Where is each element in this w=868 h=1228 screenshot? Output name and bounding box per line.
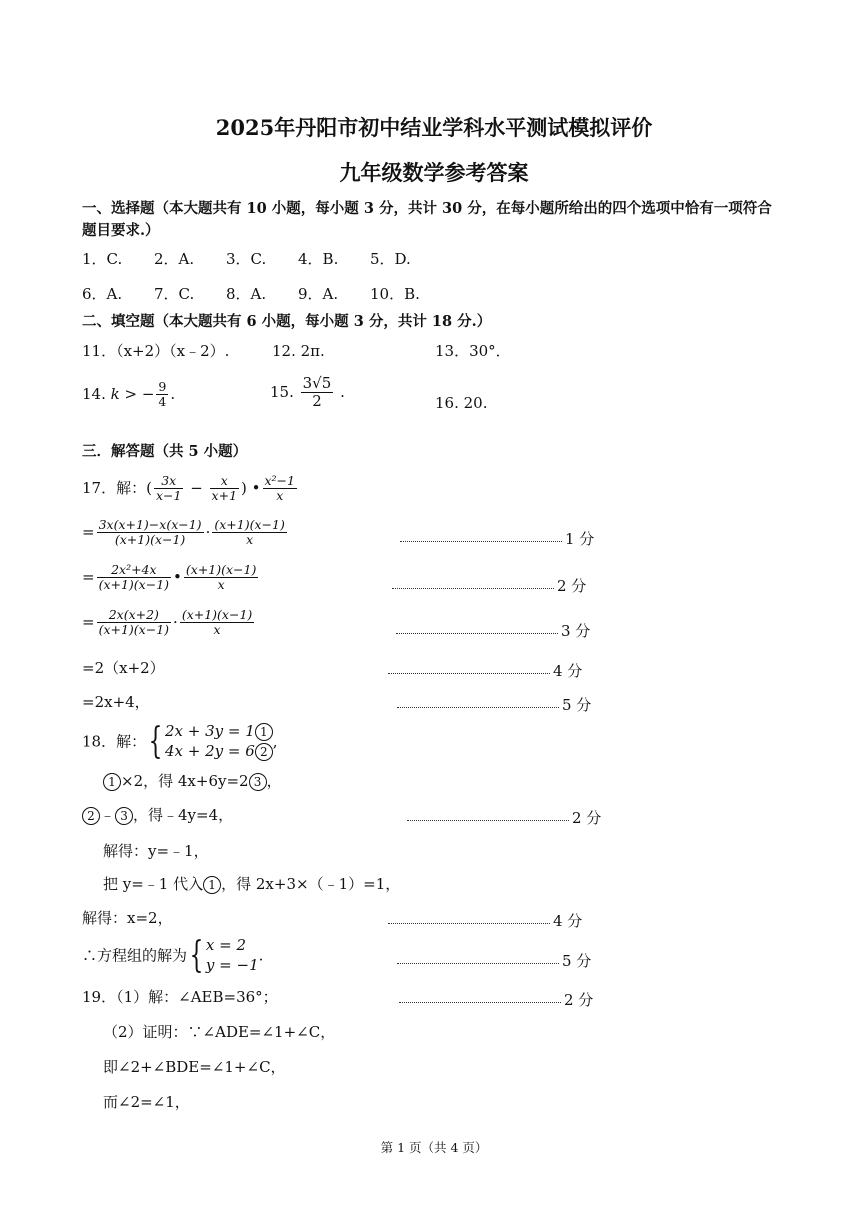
choice-answer: 6．A. <box>82 285 123 303</box>
section-heading-fill: 二、填空题（本大题共有 6 小题，每小题 3 分，共计 18 分.） <box>82 313 492 330</box>
numerator: 3x(x+1)−x(x−1) <box>98 517 202 532</box>
choice-answer: 5．D. <box>370 250 411 268</box>
circled-number-icon: 2 <box>255 743 273 761</box>
q18-step4 <box>103 875 400 894</box>
numerator: x <box>210 474 239 489</box>
dotted-leader <box>397 963 559 964</box>
score-mark: 1 分 <box>565 530 595 548</box>
score-mark: 2 分 <box>564 991 594 1009</box>
circled-number-icon: 1 <box>255 723 273 741</box>
numerator: (x+1)(x−1) <box>181 607 253 622</box>
denominator: x+1 <box>211 488 238 504</box>
fill-answer-14: 14. k > − $\frac{9}{4}$ . <box>82 379 176 410</box>
score-mark: 3 分 <box>561 622 591 640</box>
q17-line5: =2x+4， <box>82 693 150 711</box>
dotted-leader <box>392 588 554 589</box>
question-number: 15. <box>270 382 294 401</box>
choice-answer: 3．C. <box>226 250 267 268</box>
circled-number-icon: 1 <box>203 876 221 894</box>
denominator: x−1 <box>155 488 182 504</box>
section-heading-choice: 一、选择题（本大题共有 10 小题，每小题 3 分，共计 30 分，在每小题所给出的四个选项中恰有一项符合 <box>82 200 772 217</box>
brace-icon: { <box>148 720 163 762</box>
fraction <box>184 563 258 593</box>
fraction <box>97 563 171 593</box>
circled-number-icon: 3 <box>115 807 133 825</box>
question-label: 17．解： <box>82 478 147 497</box>
denominator: x <box>213 622 221 638</box>
numerator: x²−1 <box>264 473 295 488</box>
denominator: (x+1)(x−1) <box>98 577 170 593</box>
fraction <box>212 518 286 548</box>
fraction <box>156 380 168 410</box>
equation: 4x + 2y = 6 <box>165 741 255 760</box>
fraction <box>180 608 254 638</box>
step-text: ，得 2x+3×（﹣1）=1， <box>221 875 401 893</box>
step-text: ×2，得 4x+6y=2 <box>121 772 249 790</box>
fill-answer-11: 11．（x+2）（x﹣2）. <box>82 342 230 360</box>
q19-part2: （2）证明：∵∠ADE=∠1+∠C， <box>103 1023 336 1041</box>
q17-line2: = $\frac{\text{2x²+4x}}{(x+1)(x-1)}$ • $\frac{(x+1)(x-1)}{x}$ <box>82 562 257 593</box>
brace-icon: { <box>189 934 204 976</box>
equation-system <box>165 722 273 761</box>
denominator: x <box>217 577 225 593</box>
fraction <box>97 608 171 638</box>
score-mark: 4 分 <box>553 912 583 930</box>
step-text: ，得﹣4y=4， <box>133 806 234 824</box>
choice-answers-row2 <box>82 285 442 303</box>
fraction <box>301 375 334 411</box>
q18-step3: 解得：y=﹣1， <box>103 842 209 860</box>
choice-answer: 7．C. <box>154 285 195 303</box>
q18-step1: 1 ×2，得 4x+6y=2 3 ， <box>103 772 282 791</box>
numerator: (x+1)(x−1) <box>185 562 257 577</box>
circled-number-icon: 2 <box>82 807 100 825</box>
equation: x = 2 <box>205 936 247 954</box>
numerator: (x+1)(x−1) <box>214 517 285 532</box>
fraction <box>154 474 183 504</box>
section-heading-solve: 三．解答题（共 5 小题） <box>82 443 248 460</box>
question-number: 14. <box>82 384 106 403</box>
q17-line0: 17．解：( $\frac{3x}{x-1}$ − $\frac{x}{x+1}$ ) • $\frac{\text{x²−1}}{x}$ <box>82 473 295 504</box>
page-subtitle: 九年级数学参考答案 <box>339 160 529 185</box>
q19-part1: 19．（1）解：∠AEB=36°； <box>82 988 278 1006</box>
denominator: x <box>276 488 284 504</box>
fraction <box>97 518 204 548</box>
q19-line2: 即∠2+∠BDE=∠1+∠C， <box>103 1058 286 1076</box>
step-text: ﹣ <box>100 806 116 824</box>
question-label: 18．解： <box>82 732 147 751</box>
solution-system <box>206 936 259 975</box>
q19-line3: 而∠2=∠1， <box>103 1093 190 1111</box>
q18-solution: ∴方程组的解为{ x = 2 y = −1. <box>82 934 264 976</box>
equation: y = −1 <box>205 955 259 974</box>
step-text: ∴方程组的解为 <box>82 946 188 965</box>
score-mark: 2 分 <box>557 577 587 595</box>
numerator: 3x <box>154 474 183 489</box>
circled-number-icon: 1 <box>103 773 121 791</box>
choice-answer: 1．C. <box>82 250 123 268</box>
dotted-leader <box>397 707 559 708</box>
denominator: (x+1)(x−1) <box>114 532 186 548</box>
dotted-leader <box>388 923 550 924</box>
step-text: 把 y=﹣1 代入 <box>103 875 204 893</box>
score-mark: 5 分 <box>562 696 592 714</box>
denominator: (x+1)(x−1) <box>98 622 170 638</box>
q17-line3: = $\frac{2x(x+2)}{(x+1)(x-1)}$ · $\frac{(x+1)(x-1)}{x}$ <box>82 607 253 638</box>
equation: 2x + 3y = 1 <box>165 722 255 740</box>
choice-answer: 9．A. <box>298 285 339 303</box>
numerator: 9 <box>158 379 167 394</box>
denominator: x <box>246 532 254 548</box>
fraction <box>263 474 298 504</box>
math-expression: k > − <box>110 384 155 403</box>
fill-answer-16: 16. 20. <box>435 394 488 412</box>
page-footer: 第 1 页（共 4 页） <box>380 1140 488 1155</box>
fraction <box>210 474 239 504</box>
q17-line1: = $\frac{3x(x+1)-x(x-1)}{(x+1)(x-1)}$ · $\frac{(x+1)(x-1)}{x}$ <box>82 517 285 548</box>
score-mark: 5 分 <box>562 952 592 970</box>
score-mark: 2 分 <box>572 809 602 827</box>
choice-answer: 4．B. <box>298 250 339 268</box>
fill-answer-13: 13．30°． <box>435 342 511 360</box>
numerator: 2x²+4x <box>97 563 171 578</box>
q17-line4: =2（x+2） <box>82 659 165 677</box>
page-title: 2025年丹阳市初中结业学科水平测试模拟评价 <box>215 115 653 140</box>
numerator: 2x(x+2) <box>97 608 171 623</box>
dotted-leader <box>399 1002 561 1003</box>
choice-answer: 10．B. <box>370 285 420 303</box>
score-mark: 4 分 <box>553 662 583 680</box>
fill-answer-15: 15. $\frac{3√5}{2}$ . <box>270 374 345 411</box>
dotted-leader <box>400 541 562 542</box>
q18-step2 <box>82 806 233 825</box>
denominator: 2 <box>312 392 322 411</box>
choice-answer: 2．A. <box>154 250 195 268</box>
dotted-leader <box>396 633 558 634</box>
choice-answer: 8．A. <box>226 285 267 303</box>
q18-step5: 解得：x=2， <box>82 909 173 927</box>
dotted-leader <box>407 820 569 821</box>
denominator: 4 <box>158 394 167 410</box>
section-heading-choice-cont: 题目要求.） <box>82 222 160 239</box>
circled-number-icon: 3 <box>249 773 267 791</box>
choice-answers-row1 <box>82 250 442 268</box>
fill-answer-12: 12. 2π. <box>272 342 325 360</box>
numerator: 3√5 <box>302 374 332 392</box>
q18-system: 18．解：{ 2x + 3y = 1 1 4x + 2y = 6 2, <box>82 720 278 762</box>
dotted-leader <box>388 673 550 674</box>
